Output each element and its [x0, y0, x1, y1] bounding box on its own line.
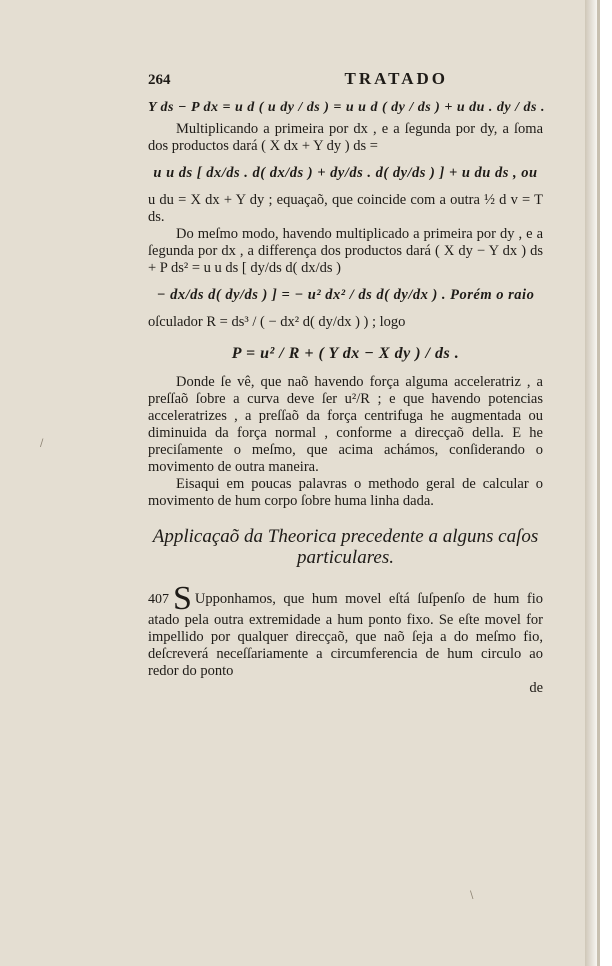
paragraph-multiplicando: Multiplicando a primeira por dx , e a ſegunda por dy, a ſoma dos productos dará ( X dx + Y dy ) ds = — [148, 121, 543, 154]
page-edge — [585, 0, 597, 966]
paragraph-equation-coincide: u du = X dx + Y dy ; equaçaõ, que coincide com a outra ½ d v = T ds. — [148, 192, 543, 225]
section-heading: Applicaçaõ da Theorica precedente a alguns caſos particulares. — [152, 526, 539, 568]
equation-pressure: P = u² / R + ( Y dx − X dy ) / ds . — [231, 345, 460, 362]
equation-1: Y ds − P dx = u d ( u dy / ds ) = u u d ( dy / ds ) + u du . dy / ds . — [148, 100, 545, 115]
paragraph-eisaqui: Eisaqui em poucas palavras o methodo geral de calcular o movimento de hum corpo ſobre huma linha dada. — [148, 476, 543, 509]
article-number: 407 — [148, 592, 169, 607]
page-number: 264 — [148, 72, 171, 88]
paper-speck: \ — [470, 890, 474, 901]
drop-cap: S — [173, 580, 192, 617]
paragraph-donde: Donde ſe vê, que naõ havendo força alguma acceleratriz , a preſſaõ ſobre a curva deve ſer u²/R ; e que havendo potencias acceleratrizes , a preſſaõ da força centrifuga he augmentada ou diminuida da força normal , conforme a direcçaõ della. E he preciſamente o meſmo, que acima achámos, conſiderando o movimento de outra maneira. — [148, 374, 543, 475]
paragraph-do-mesmo-modo: Do meſmo modo, havendo multiplicado a primeira por dy , e a ſegunda por dx , a differença dos productos dará ( X dy − Y dx ) ds + P ds² = u u ds [ dy/ds d( dx/ds ) — [148, 226, 543, 276]
equation-2: u u ds [ dx/ds . d( dx/ds ) + dy/ds . d( dy/ds ) ] + u du ds , ou — [153, 165, 538, 181]
page-header — [148, 70, 543, 89]
text-block — [148, 70, 543, 697]
paragraph-osculador: oſculador R = ds³ / ( − dx² d( dy/dx ) ) ; logo — [148, 314, 406, 330]
equation-3: − dx/ds d( dy/ds ) ] = − u² dx² / ds d( dy/dx ) . Porém o raio — [156, 287, 535, 303]
running-head: TRATADO — [344, 69, 448, 88]
article-407 — [148, 580, 543, 680]
catchword: de — [529, 680, 543, 696]
article-text: Upponhamos, que hum movel eſtá ſuſpenſo de hum fio atado pela outra extremidade a hum ponto fixo. Se eſte movel for impellido por qualquer direcçaõ, que naõ ſeja a do meſmo fio, deſcreverá neceſſariamente a circumferencia de hum circulo ao redor do ponto — [148, 591, 543, 679]
paper-speck: / — [40, 438, 44, 449]
